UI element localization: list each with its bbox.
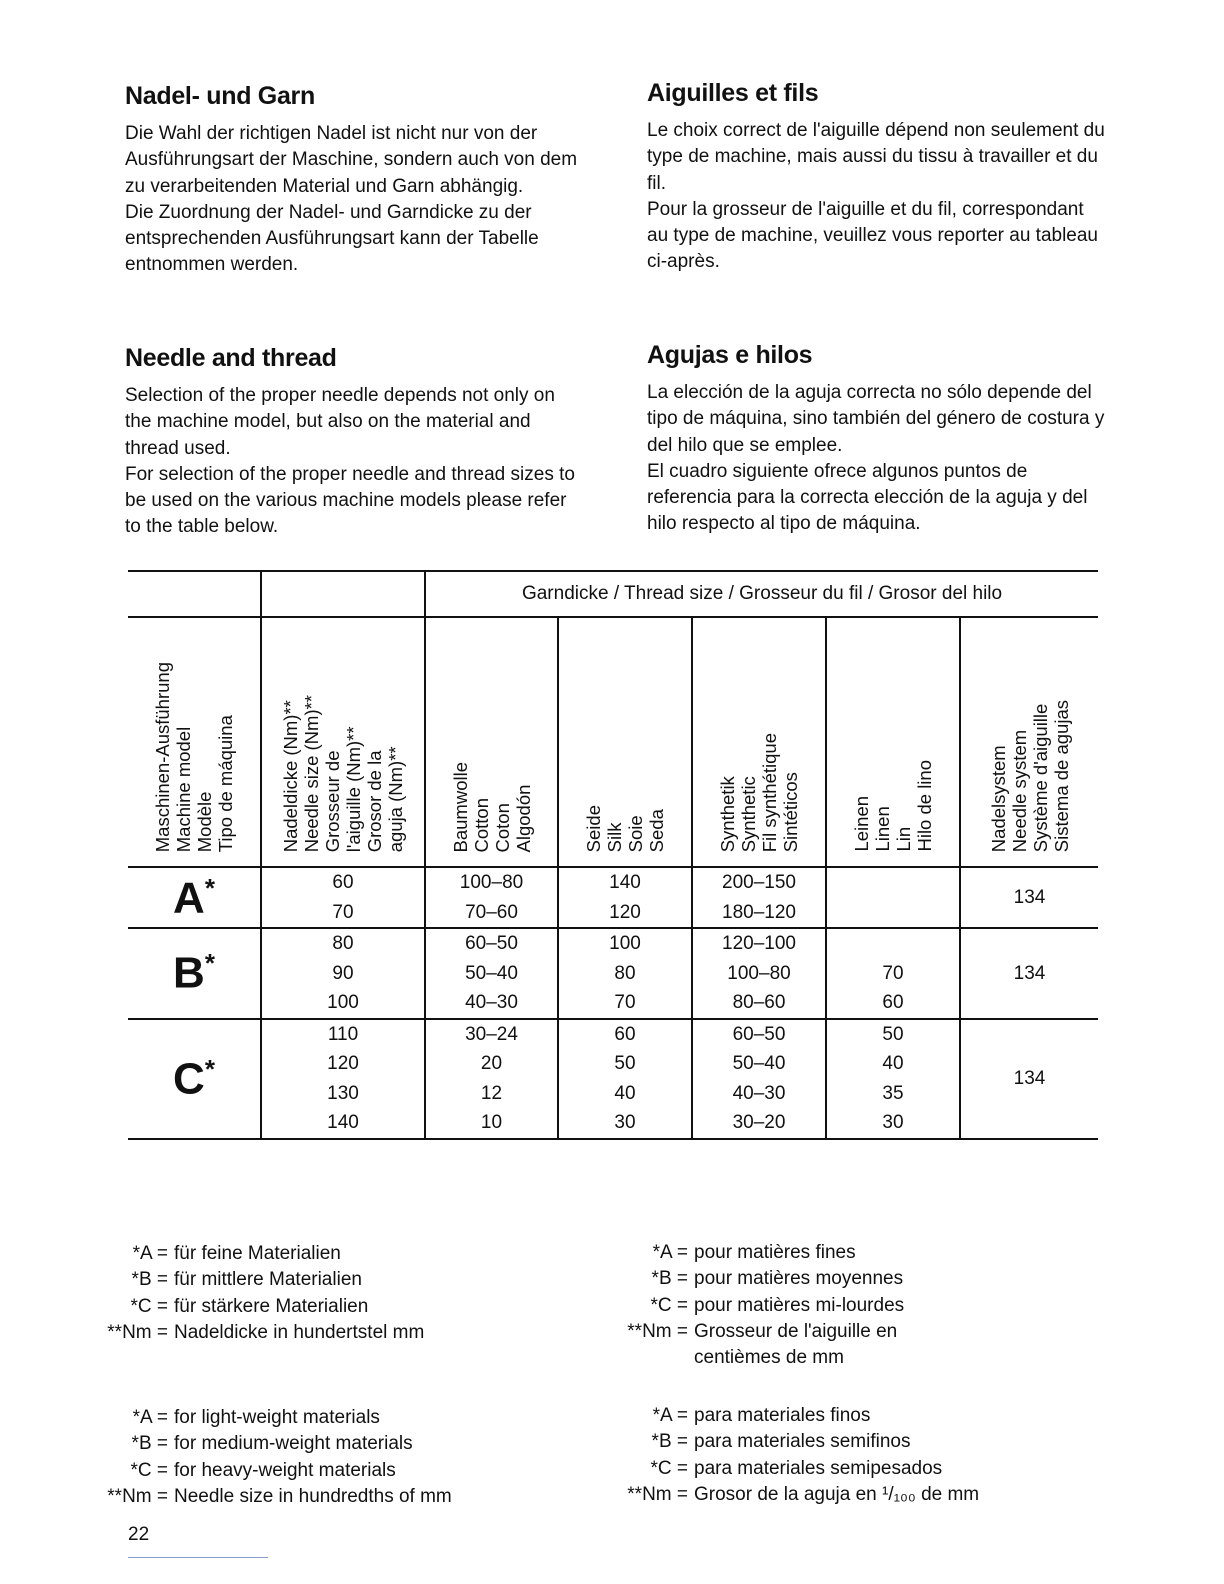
note-row	[88, 1458, 452, 1484]
needle-thread-table	[128, 570, 1098, 1140]
note-value: pour matières fines	[694, 1242, 856, 1263]
col-header-cotton	[425, 617, 558, 867]
section-es-p1: La elección de la aguja correcta no sólo depende del tipo de máquina, sino también del género de costura y del hilo que se emplee.	[647, 382, 1105, 456]
col-header-synthetic	[692, 617, 826, 867]
thread-size-header: Garndicke / Thread size / Grosseur du fil / Grosor del hilo	[425, 571, 1098, 617]
note-key	[608, 1345, 694, 1371]
table-row	[128, 867, 1098, 928]
needle-b: 80 90 100	[261, 928, 425, 1019]
col-header-needle-size	[261, 617, 425, 867]
system-c: 134	[960, 1019, 1098, 1139]
note-value: for medium-weight materials	[174, 1433, 413, 1455]
linen-c: 50 40 35 30	[826, 1019, 960, 1139]
section-fr	[647, 79, 1107, 276]
note-value: für stärkere Materialien	[174, 1295, 369, 1317]
notes-de	[88, 1241, 424, 1346]
note-key: *C =	[650, 1457, 688, 1479]
cotton-a: 100–80 70–60	[425, 867, 558, 928]
note-row	[88, 1484, 452, 1510]
table-column-header-row	[128, 617, 1098, 867]
model-a-star: *	[204, 872, 215, 903]
linen-b: 70 60	[826, 928, 960, 1019]
section-es-title: Agujas e hilos	[647, 341, 813, 369]
section-es-p2: El cuadro siguiente ofrece algunos puntos de referencia para la correcta elección de la aguja y del hilo respecto al tipo de máquina.	[647, 460, 1088, 535]
note-key: *A =	[132, 1407, 168, 1428]
system-b: 134	[960, 928, 1098, 1019]
cotton-b: 60–50 50–40 40–30	[425, 928, 558, 1019]
table-corner-cell	[128, 571, 261, 617]
silk-a: 140 120	[558, 867, 692, 928]
synthetic-a: 200–150 180–120	[692, 867, 826, 928]
notes-fr	[608, 1240, 904, 1371]
model-b-letter: B	[173, 949, 205, 999]
note-value: para materiales semipesados	[694, 1457, 943, 1479]
note-value: für mittlere Materialien	[174, 1269, 362, 1291]
note-row	[608, 1429, 979, 1455]
section-de-p1: Die Wahl der richtigen Nadel ist nicht nur von der Ausführungsart der Maschine, sondern auch von dem zu verarbeitenden Material und Garn abhängig.	[125, 123, 578, 197]
col-header-silk	[558, 617, 692, 867]
cotton-c: 30–24 20 12 10	[425, 1019, 558, 1139]
note-key: *A =	[132, 1243, 168, 1264]
col-header-silk-text: Seide Silk Soie Seda	[583, 804, 667, 852]
note-key: **Nm =	[627, 1320, 688, 1342]
note-value: für feine Materialien	[174, 1243, 341, 1264]
table-header-top-row	[128, 571, 1098, 617]
section-de-title: Nadel- und Garn	[125, 82, 315, 110]
note-value: Nadeldicke in hundertstel mm	[174, 1321, 425, 1343]
section-fr-p2: Pour la grosseur de l'aiguille et du fil, correspondant au type de machine, veuillez vous reporter au tableau ci-après.	[647, 198, 1098, 273]
model-a-letter: A	[173, 873, 205, 923]
silk-c: 60 50 40 30	[558, 1019, 692, 1139]
section-en-p1: Selection of the proper needle depends not only on the machine model, but also on the material and thread used.	[125, 385, 555, 459]
page-number: 22	[128, 1524, 150, 1545]
section-en	[125, 344, 585, 541]
section-fr-p1: Le choix correct de l'aiguille dépend non seulement du type de machine, mais aussi du tissu à travailler et du fil.	[647, 120, 1105, 194]
note-key: *B =	[131, 1433, 168, 1455]
note-row	[608, 1319, 904, 1345]
synthetic-b: 120–100 100–80 80–60	[692, 928, 826, 1019]
needle-a: 60 70	[261, 867, 425, 928]
note-key: *A =	[652, 1405, 688, 1426]
section-en-title: Needle and thread	[125, 344, 337, 372]
note-value: for light-weight materials	[174, 1407, 380, 1428]
table-row	[128, 928, 1098, 1019]
note-key: *C =	[130, 1295, 168, 1317]
section-es	[647, 341, 1107, 538]
note-row	[608, 1482, 979, 1508]
col-header-cotton-text: Baumwolle Cotton Coton Algodón	[449, 761, 534, 852]
model-b	[128, 928, 261, 1019]
model-c	[128, 1019, 261, 1139]
note-key: *B =	[651, 1431, 688, 1453]
note-row	[88, 1431, 452, 1457]
synthetic-c: 60–50 50–40 40–30 30–20	[692, 1019, 826, 1139]
section-en-p2: For selection of the proper needle and thread sizes to be used on the various machine models please refer to the table below.	[125, 463, 575, 538]
note-row	[608, 1345, 904, 1371]
col-header-linen-text: Leinen Linen Lin Hilo de lino	[851, 760, 935, 852]
note-value: Grosseur de l'aiguille en	[694, 1320, 898, 1342]
note-row	[88, 1267, 424, 1293]
note-row	[88, 1405, 452, 1431]
table-needle-top-cell	[261, 571, 425, 617]
notes-en	[88, 1405, 452, 1510]
section-fr-title: Aiguilles et fils	[647, 79, 819, 107]
note-key: *C =	[130, 1459, 168, 1481]
note-value: for heavy-weight materials	[174, 1459, 396, 1481]
note-key: **Nm =	[627, 1483, 688, 1505]
notes-es	[608, 1403, 979, 1508]
note-row	[608, 1456, 979, 1482]
note-row	[608, 1240, 904, 1266]
silk-b: 100 80 70	[558, 928, 692, 1019]
section-de-p2: Die Zuordnung der Nadel- und Garndicke zu der entsprechenden Ausführungsart kann der Tabelle entnommen werden.	[125, 201, 539, 276]
col-header-needle-system	[960, 617, 1098, 867]
note-value: para materiales semifinos	[694, 1431, 911, 1453]
note-key: **Nm =	[107, 1321, 168, 1343]
note-row	[608, 1293, 904, 1319]
page-footer-line	[128, 1557, 268, 1558]
note-row	[608, 1266, 904, 1292]
model-a	[128, 867, 261, 928]
note-value: Needle size in hundredths of mm	[174, 1485, 452, 1507]
system-a: 134	[960, 867, 1098, 928]
model-b-star: *	[204, 948, 215, 979]
note-row	[608, 1403, 979, 1429]
col-header-synthetic-text: Synthetik Synthetic Fil synthétique Sintéticos	[717, 732, 801, 852]
col-header-model-text: Maschinen-Ausführung Machine model Modèle Tipo de máquina	[152, 661, 236, 852]
col-header-model	[128, 617, 261, 867]
note-value: para materiales finos	[694, 1405, 871, 1426]
note-key: *C =	[650, 1294, 688, 1316]
note-value: pour matières mi-lourdes	[694, 1294, 905, 1316]
model-c-letter: C	[173, 1054, 205, 1104]
note-value: pour matières moyennes	[694, 1268, 904, 1290]
note-key: *A =	[652, 1242, 688, 1263]
col-header-linen	[826, 617, 960, 867]
note-key: **Nm =	[107, 1485, 168, 1507]
note-row	[88, 1320, 424, 1346]
needle-c: 110 120 130 140	[261, 1019, 425, 1139]
col-header-needle-system-text: Nadelsystem Needle system Système d'aiguille Sistema de agujas	[987, 699, 1072, 852]
note-value: Grosor de la aguja en ¹/₁₀₀ de mm	[694, 1483, 980, 1505]
linen-a	[826, 867, 960, 928]
col-header-needle-size-text: Nadeldicke (Nm)** Needle size (Nm)** Grosseur de l'aiguille (Nm)** Grosor de la aguja (Nm)**	[280, 694, 406, 852]
note-value: centièmes de mm	[694, 1347, 844, 1369]
note-row	[88, 1241, 424, 1267]
model-c-star: *	[204, 1053, 215, 1084]
note-key: *B =	[131, 1269, 168, 1291]
note-row	[88, 1294, 424, 1320]
note-key: *B =	[651, 1268, 688, 1290]
section-de	[125, 82, 585, 279]
table-row	[128, 1019, 1098, 1139]
